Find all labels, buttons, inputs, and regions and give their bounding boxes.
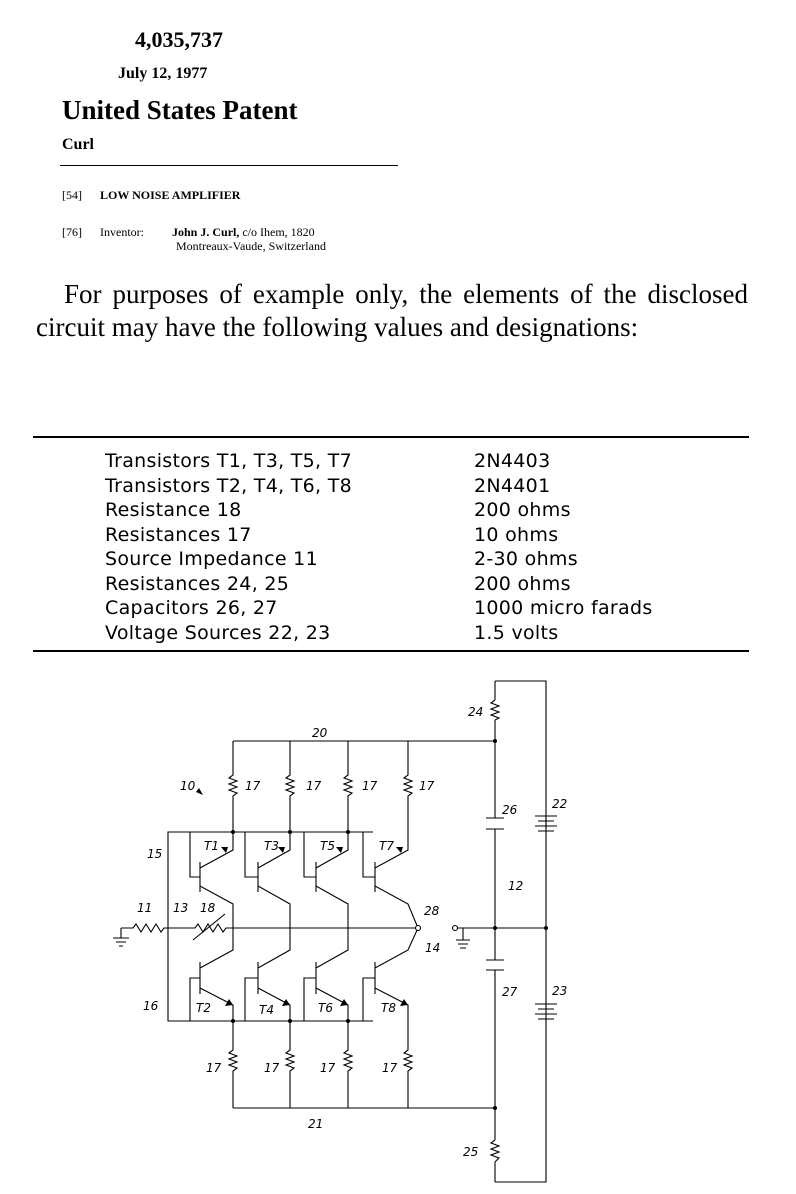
patent-number: 4,035,737	[135, 27, 223, 52]
inventor-surname: Curl	[62, 136, 94, 153]
circuit-diagram	[0, 660, 796, 1194]
label-28: 28	[424, 904, 440, 918]
patent-title: LOW NOISE AMPLIFIER	[100, 188, 241, 202]
label-t1: T1	[204, 839, 219, 853]
table-cell-element: Transistors T1, T3, T5, T7	[105, 450, 353, 472]
title-section	[62, 188, 240, 203]
label-23: 23	[552, 984, 568, 998]
table-row	[105, 498, 653, 523]
label-t3: T3	[264, 839, 279, 853]
label-17-g: 17	[320, 1061, 336, 1075]
label-17-d: 17	[419, 779, 435, 793]
inventor-address-1: c/o Ihem, 1820	[242, 225, 315, 239]
table-cell-value: 1000 micro farads	[474, 597, 653, 619]
table-cell-element: Source Impedance 11	[105, 548, 318, 570]
table-bottom-rule	[33, 650, 749, 652]
label-20: 20	[312, 726, 328, 740]
label-21: 21	[308, 1117, 324, 1131]
table-cell-value: 2-30 ohms	[474, 548, 578, 570]
label-17-c: 17	[362, 779, 378, 793]
table-cell-value: 200 ohms	[474, 499, 571, 521]
label-26: 26	[502, 803, 518, 817]
inventor-name: John J. Curl,	[172, 225, 240, 239]
table-row	[105, 621, 653, 646]
label-t8: T8	[381, 1001, 396, 1015]
table-cell-element: Transistors T2, T4, T6, T8	[105, 474, 353, 497]
table-cell-value: 2N4401	[474, 474, 551, 497]
inventor-code: [76]	[62, 225, 82, 239]
figure-labels	[137, 705, 567, 1159]
label-22: 22	[552, 797, 568, 811]
table-cell-element: Resistances 24, 25	[105, 572, 290, 595]
patent-type: United States Patent	[62, 95, 298, 125]
label-17-h: 17	[382, 1061, 398, 1075]
table-row	[105, 572, 653, 597]
label-t7: T7	[379, 839, 394, 853]
label-t5: T5	[320, 839, 335, 853]
table-row	[105, 523, 653, 548]
table-cell-element: Resistances 17	[105, 523, 252, 546]
label-11: 11	[137, 901, 153, 915]
patent-date: July 12, 1977	[118, 65, 208, 82]
table-row	[105, 449, 653, 474]
inventor-section	[62, 225, 326, 253]
table-cell-value: 2N4403	[474, 450, 551, 472]
circuit-wiring	[113, 681, 557, 1182]
label-16: 16	[143, 999, 159, 1013]
table-cell-element: Resistance 18	[105, 499, 242, 521]
label-t2: T2	[196, 1001, 211, 1015]
label-t6: T6	[318, 1001, 333, 1015]
patent-header	[0, 0, 410, 265]
label-13: 13	[173, 901, 189, 915]
table-row	[105, 596, 653, 621]
label-10: 10	[180, 779, 196, 793]
label-27: 27	[502, 985, 518, 999]
label-14: 14	[425, 941, 441, 955]
table-cell-element: Voltage Sources 22, 23	[105, 621, 331, 644]
table-row	[105, 474, 653, 499]
inventor-address-2: Montreaux-Vaude, Switzerland	[176, 239, 326, 253]
body-paragraph: For purposes of example only, the elements of the disclosed circuit may have the following values and designations:	[36, 279, 748, 342]
values-table	[105, 449, 653, 645]
title-code: [54]	[62, 188, 82, 202]
table-cell-value: 10 ohms	[474, 523, 559, 546]
table-cell-value: 200 ohms	[474, 572, 571, 595]
label-12: 12	[508, 879, 524, 893]
table-cell-element: Capacitors 26, 27	[105, 597, 278, 619]
table-cell-value: 1.5 volts	[474, 621, 559, 644]
label-17-e: 17	[206, 1061, 222, 1075]
label-18: 18	[200, 901, 216, 915]
header-divider	[60, 165, 398, 166]
label-25: 25	[463, 1145, 479, 1159]
label-24: 24	[468, 705, 484, 719]
table-top-rule	[33, 436, 749, 438]
label-t4: T4	[259, 1003, 274, 1017]
table-row	[105, 547, 653, 572]
label-15: 15	[147, 847, 163, 861]
label-17-b: 17	[306, 779, 322, 793]
label-17-f: 17	[264, 1061, 280, 1075]
inventor-label: Inventor:	[100, 225, 144, 239]
label-17-a: 17	[245, 779, 261, 793]
